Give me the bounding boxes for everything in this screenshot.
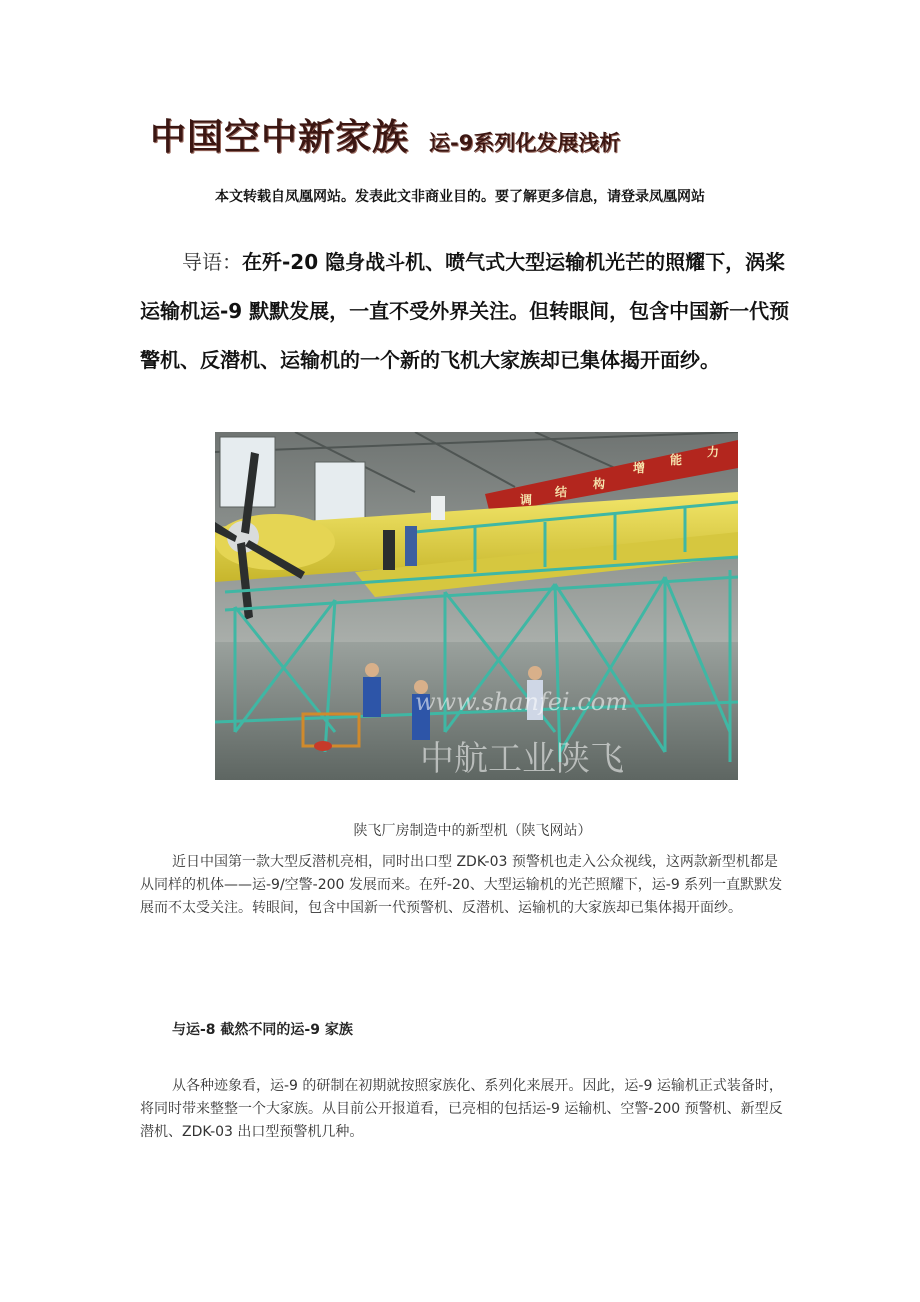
photo-watermark-url: www.shanfei.com <box>415 688 628 716</box>
sign-char: 调 <box>520 493 533 507</box>
lead-label: 导语： <box>182 250 242 274</box>
sign-char: 增 <box>633 461 646 475</box>
factory-photo-illustration <box>215 432 738 780</box>
photo-watermark-text: 中航工业陕飞 <box>420 739 624 779</box>
section-heading: 与运-8 截然不同的运-9 家族 <box>172 1022 353 1038</box>
lead-text: 在歼-20 隐身战斗机、喷气式大型运输机光芒的照耀下，涡桨运输机运-9 默默发展，一直不受外界关注。但转眼间，包含中国新一代预警机、反潜机、运输机的一个新的飞机大家族却已集体揭开面纱。 <box>140 250 790 372</box>
photo-caption: 陕飞厂房制造中的新型机（陕飞网站） <box>353 823 592 839</box>
sign-char: 结 <box>555 485 568 499</box>
banner-subtitle: 运-9系列化发展浅析 <box>429 131 621 155</box>
sign-char: 构 <box>593 477 606 491</box>
factory-photo <box>215 432 738 780</box>
body-paragraph: 近日中国第一款大型反潜机亮相，同时出口型 ZDK-03 预警机也走入公众视线，这两款新型机都是从同样的机体——运-9/空警-200 发展而来。在歼-20、大型运输机的光芒照耀下，运-9 系列一直默默发展而不太受关注。转眼间，包含中国新一代预警机、反潜机、运输机的大家族却已集体揭开面纱。 <box>140 854 783 916</box>
lead-paragraph <box>140 238 790 385</box>
banner-title: 中国空中新家族 <box>150 117 410 158</box>
body-paragraph: 从各种迹象看，运-9 的研制在初期就按照家族化、系列化来展开。因此，运-9 运输机正式装备时，将同时带来整整一个大家族。从目前公开报道看，已亮相的包括运-9 运输机、空警-200 预警机、新型反潜机、ZDK-03 出口型预警机几种。 <box>140 1078 783 1140</box>
source-note: 本文转载自凤凰网站。发表此文非商业目的。要了解更多信息，请登录凤凰网站 <box>215 189 705 205</box>
sign-char: 力 <box>707 445 720 459</box>
title-banner <box>150 112 730 160</box>
sign-char: 能 <box>670 453 683 467</box>
